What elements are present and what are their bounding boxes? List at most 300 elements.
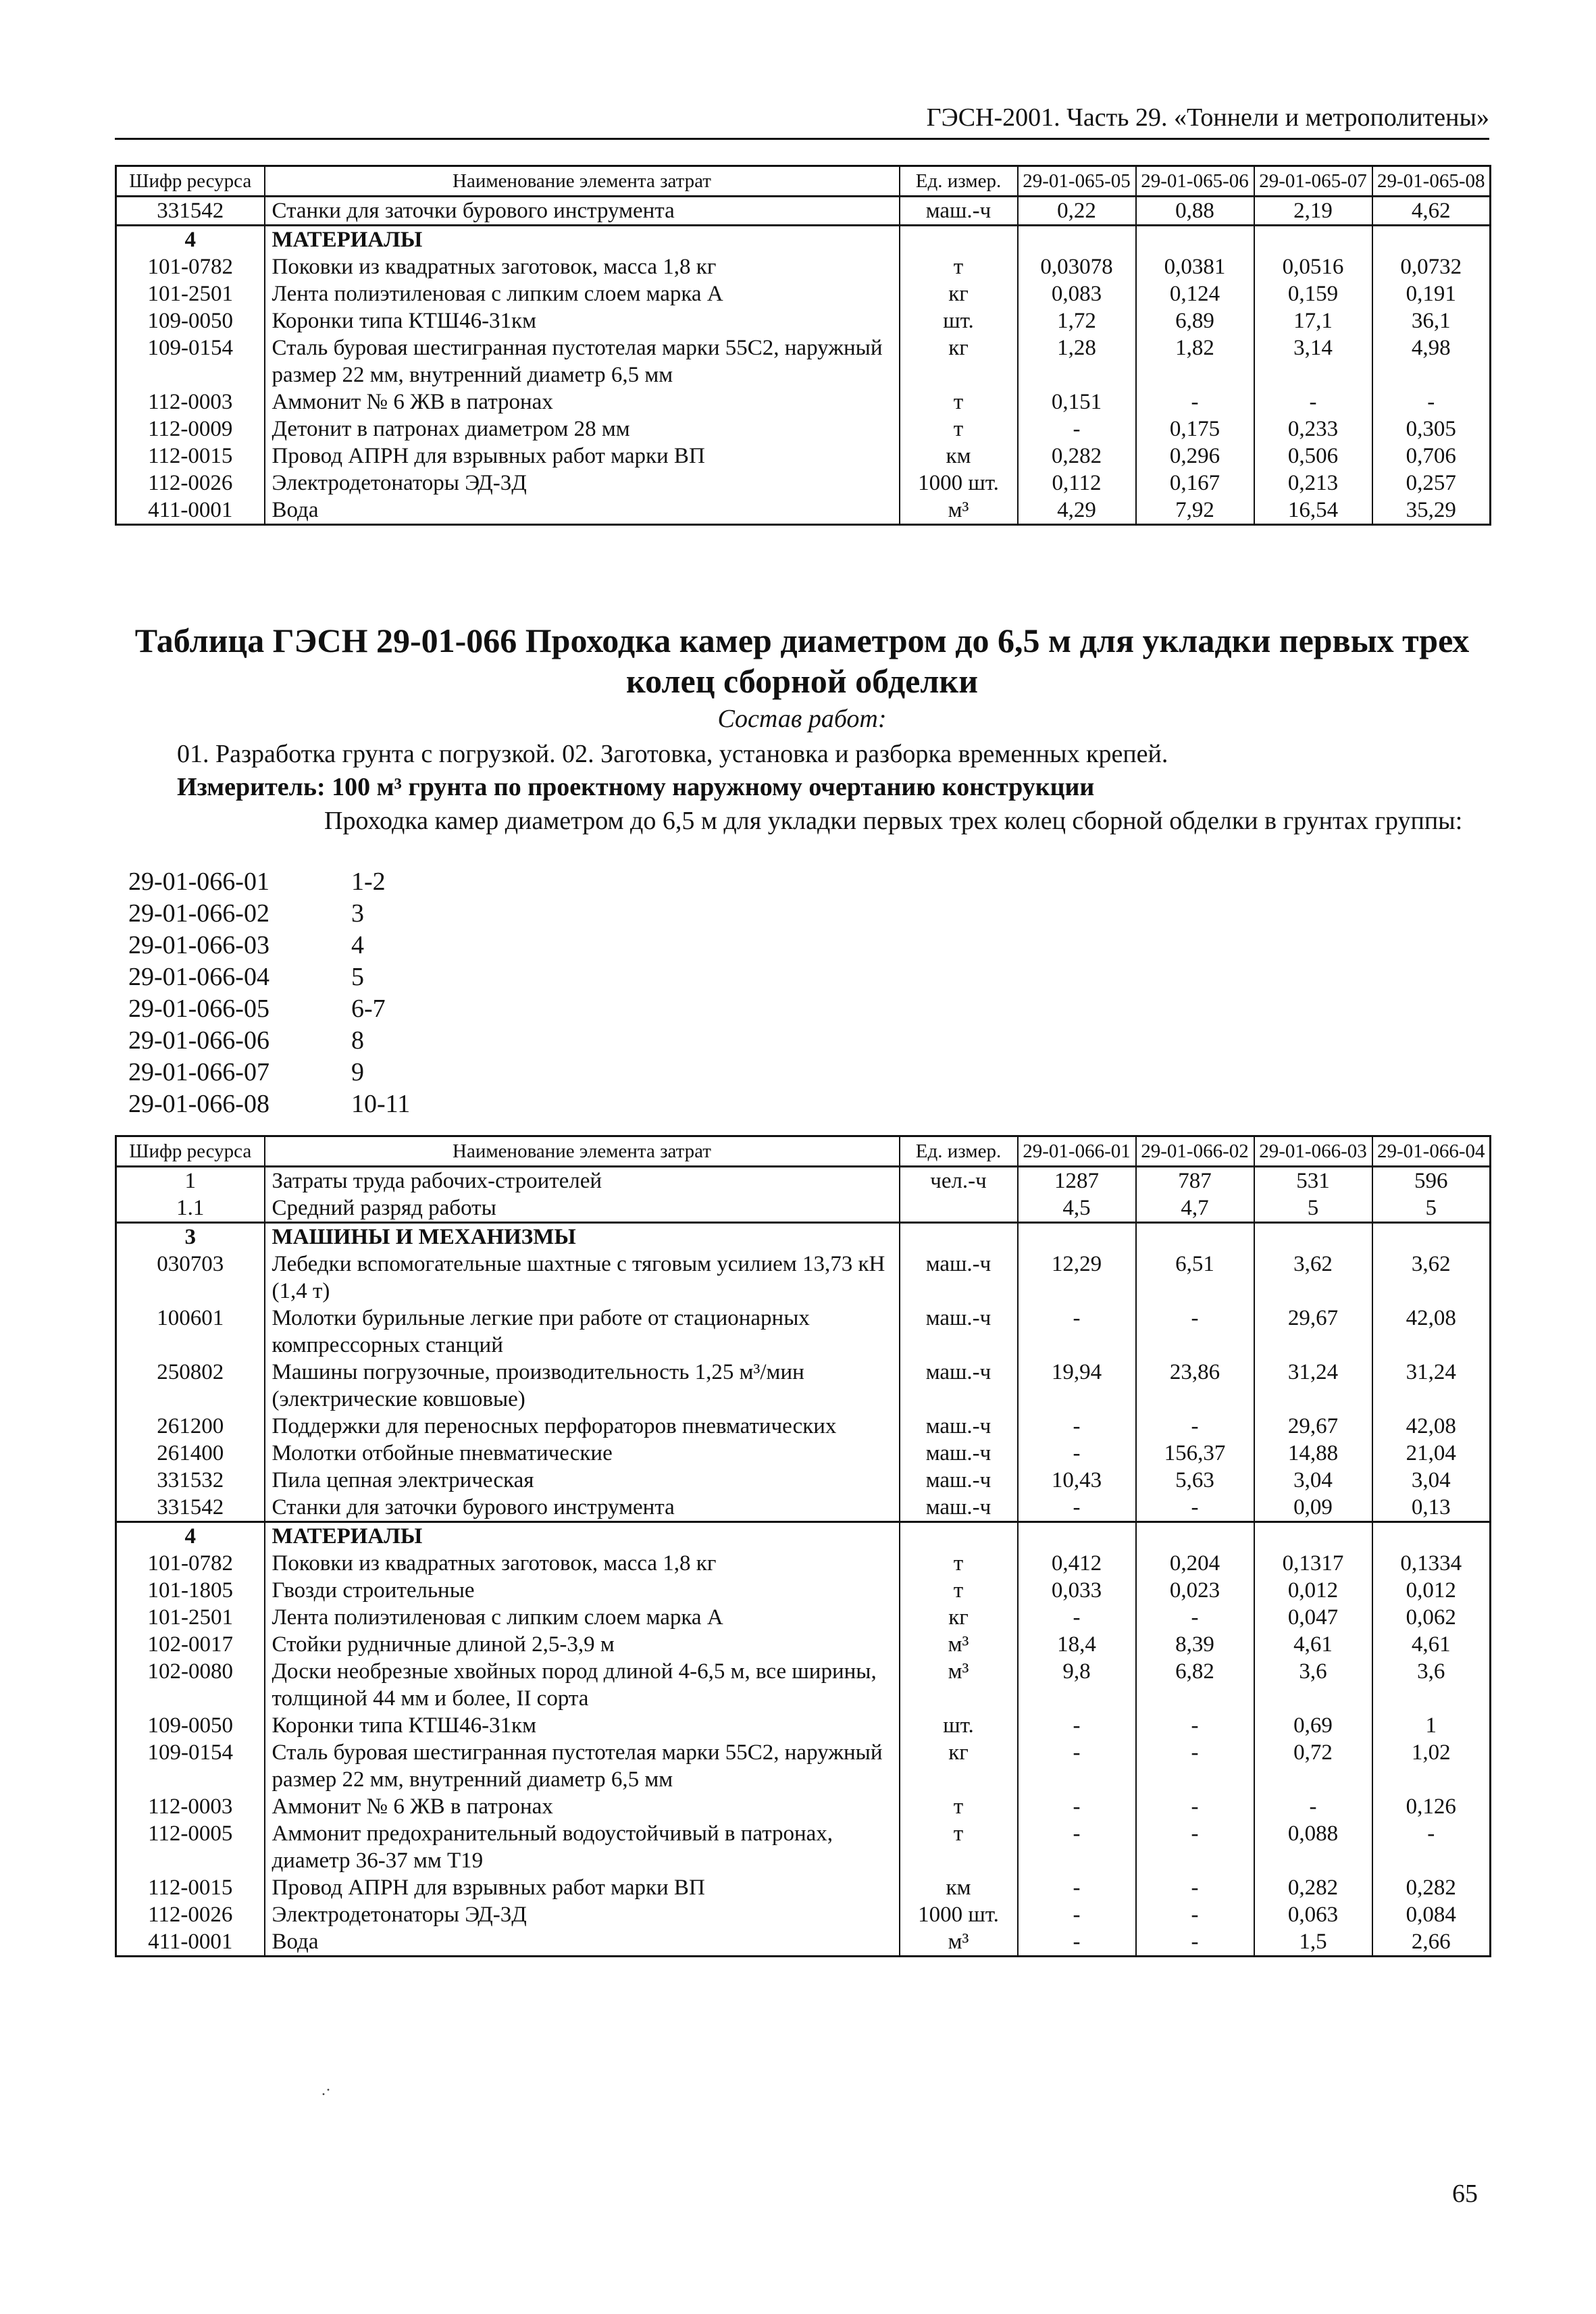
value-cell: - [1136,1413,1254,1440]
resource-name: Коронки типа КТШ46-31км [265,307,900,334]
code-group-row [128,1025,410,1057]
unit-cell: т [900,1550,1018,1577]
value-cell [1018,1223,1136,1251]
value-cell: - [1018,1440,1136,1467]
resource-name: МАТЕРИАЛЫ [265,1522,900,1551]
resource-name: Аммонит предохранительный водоустойчивый в патронах, диаметр 36-37 мм Т19 [265,1820,900,1874]
unit-cell: маш.-ч [900,1440,1018,1467]
resource-code: 030703 [116,1251,265,1305]
unit-cell: т [900,388,1018,416]
resource-code: 112-0015 [116,1874,265,1901]
soil-group: 4 [351,931,364,959]
resource-code: 3 [116,1223,265,1251]
value-cell: - [1136,1305,1254,1359]
unit-cell: м³ [900,1928,1018,1957]
resource-name: Молотки отбойные пневматические [265,1440,900,1467]
value-cell: - [1018,1712,1136,1739]
resource-name: Вода [265,1928,900,1957]
code-group-row [128,1088,410,1120]
value-cell: 23,86 [1136,1359,1254,1413]
value-cell [1136,1223,1254,1251]
value-cell: 0,412 [1018,1550,1136,1577]
unit-cell: 1000 шт. [900,1901,1018,1928]
table-row [116,1901,1491,1928]
resource-code: 109-0154 [116,1739,265,1793]
table-row [116,497,1491,525]
value-cell: 31,24 [1372,1359,1491,1413]
header-col-2: 29-01-065-06 [1136,166,1254,197]
value-cell: 9,8 [1018,1658,1136,1712]
value-cell: 0,023 [1136,1577,1254,1604]
unit-cell: т [900,416,1018,443]
value-cell: 0,151 [1018,388,1136,416]
resource-name: Затраты труда рабочих-строителей [265,1167,900,1195]
unit-cell: м³ [900,1631,1018,1658]
value-cell: 4,61 [1254,1631,1372,1658]
section-row [116,1522,1491,1551]
resource-name: Гвозди строительные [265,1577,900,1604]
header-name: Наименование элемента затрат [265,166,900,197]
value-cell: 4,7 [1136,1194,1254,1223]
resource-code: 411-0001 [116,497,265,525]
value-cell: 3,62 [1254,1251,1372,1305]
value-cell: - [1018,1793,1136,1820]
value-cell: - [1254,388,1372,416]
unit-cell [900,1223,1018,1251]
value-cell: 18,4 [1018,1631,1136,1658]
unit-cell: км [900,1874,1018,1901]
value-cell: 0,282 [1372,1874,1491,1901]
unit-cell: шт. [900,307,1018,334]
unit-cell: кг [900,280,1018,307]
composition-label: Состав работ: [717,705,887,733]
table-row [116,1167,1491,1195]
norm-code: 29-01-066-05 [128,995,269,1023]
value-cell: 10,43 [1018,1467,1136,1494]
value-cell: 0,175 [1136,416,1254,443]
value-cell: 8,39 [1136,1631,1254,1658]
table-row [116,1631,1491,1658]
unit-cell: маш.-ч [900,197,1018,226]
unit-cell: маш.-ч [900,1467,1018,1494]
value-cell: 21,04 [1372,1440,1491,1467]
value-cell: 5 [1372,1194,1491,1223]
resource-code: 4 [116,1522,265,1551]
value-cell: 4,98 [1372,334,1491,388]
value-cell: - [1018,1413,1136,1440]
table-row [116,1658,1491,1712]
table-row [116,416,1491,443]
value-cell: - [1018,416,1136,443]
table-row [116,1928,1491,1957]
norm-code: 29-01-066-03 [128,931,269,959]
resource-name: Сталь буровая шестигранная пустотелая марки 55С2, наружный размер 22 мм, внутренний диаметр 6,5 мм [265,1739,900,1793]
value-cell: 0,706 [1372,443,1491,470]
value-cell: - [1372,388,1491,416]
value-cell: 3,6 [1254,1658,1372,1712]
scan-speck: .· [321,2082,331,2099]
value-cell: 0,084 [1372,1901,1491,1928]
unit-cell: т [900,1820,1018,1874]
resource-code: 102-0080 [116,1658,265,1712]
resource-code: 109-0050 [116,307,265,334]
value-cell: 3,62 [1372,1251,1491,1305]
resource-code: 112-0003 [116,1793,265,1820]
resource-code: 261200 [116,1413,265,1440]
resource-name: Сталь буровая шестигранная пустотелая марки 55С2, наружный размер 22 мм, внутренний диаметр 6,5 мм [265,334,900,388]
resource-name: Лебедки вспомогательные шахтные с тяговым усилием 13,73 кН (1,4 т) [265,1251,900,1305]
value-cell: 156,37 [1136,1440,1254,1467]
resource-code: 112-0015 [116,443,265,470]
value-cell [1254,1522,1372,1551]
value-cell: 0,062 [1372,1604,1491,1631]
unit-cell: кг [900,1739,1018,1793]
page-number: 65 [1452,2180,1478,2208]
norm-code: 29-01-066-07 [128,1058,269,1086]
resource-code: 331542 [116,197,265,226]
resource-code: 4 [116,226,265,254]
table-row [116,388,1491,416]
resource-table-066 [115,1135,1491,1957]
value-cell: 6,82 [1136,1658,1254,1712]
value-cell: 0,88 [1136,197,1254,226]
value-cell: 1,5 [1254,1928,1372,1957]
value-cell: 0,124 [1136,280,1254,307]
table-row [116,197,1491,226]
unit-cell: т [900,253,1018,280]
value-cell: 1,72 [1018,307,1136,334]
resource-code: 101-1805 [116,1577,265,1604]
soil-group: 8 [351,1026,364,1055]
code-group-row [128,930,410,961]
value-cell: 0,282 [1018,443,1136,470]
value-cell [1372,1522,1491,1551]
value-cell: 0,088 [1254,1820,1372,1874]
table-row [116,1874,1491,1901]
header-unit: Ед. измер. [900,1136,1018,1167]
resource-name: Доски необрезные хвойных пород длиной 4-6,5 м, все ширины, толщиной 44 мм и более, II сорта [265,1658,900,1712]
resource-code: 112-0026 [116,470,265,497]
header-col-1: 29-01-065-05 [1018,166,1136,197]
resource-code: 411-0001 [116,1928,265,1957]
value-cell: - [1018,1604,1136,1631]
value-cell: 36,1 [1372,307,1491,334]
resource-name: Поковки из квадратных заготовок, масса 1,8 кг [265,1550,900,1577]
resource-code: 101-0782 [116,253,265,280]
resource-name: Аммонит № 6 ЖВ в патронах [265,1793,900,1820]
value-cell: 0,03078 [1018,253,1136,280]
value-cell: 0,09 [1254,1494,1372,1522]
unit-cell [900,1194,1018,1223]
table-row [116,443,1491,470]
resource-name: Машины погрузочные, производительность 1,25 м³/мин (электрические ковшовые) [265,1359,900,1413]
value-cell: 0,159 [1254,280,1372,307]
header-rule [115,138,1489,140]
table-row [116,334,1491,388]
value-cell: 0,282 [1254,1874,1372,1901]
resource-name: Электродетонаторы ЭД-3Д [265,1901,900,1928]
table-row [116,253,1491,280]
resource-code: 1 [116,1167,265,1195]
value-cell: 0,72 [1254,1739,1372,1793]
resource-code: 250802 [116,1359,265,1413]
value-cell: 19,94 [1018,1359,1136,1413]
value-cell: - [1136,1712,1254,1739]
value-cell: 6,89 [1136,307,1254,334]
value-cell: - [1372,1820,1491,1874]
value-cell: 5 [1254,1194,1372,1223]
value-cell: - [1254,1793,1372,1820]
value-cell: - [1018,1928,1136,1957]
value-cell: - [1136,1820,1254,1874]
value-cell: 3,6 [1372,1658,1491,1712]
resource-name: Аммонит № 6 ЖВ в патронах [265,388,900,416]
unit-cell: маш.-ч [900,1494,1018,1522]
header-col-2: 29-01-066-02 [1136,1136,1254,1167]
table-row [116,1359,1491,1413]
resource-name: Средний разряд работы [265,1194,900,1223]
value-cell [1254,226,1372,254]
value-cell: - [1136,1604,1254,1631]
resource-name: Пила цепная электрическая [265,1467,900,1494]
value-cell [1136,226,1254,254]
value-cell: 42,08 [1372,1305,1491,1359]
resource-name: Провод АПРН для взрывных работ марки ВП [265,443,900,470]
table-row [116,1440,1491,1467]
unit-cell: маш.-ч [900,1413,1018,1440]
value-cell: 0,0732 [1372,253,1491,280]
value-cell: - [1018,1494,1136,1522]
value-cell: 42,08 [1372,1413,1491,1440]
value-cell: 2,19 [1254,197,1372,226]
value-cell: - [1136,1901,1254,1928]
value-cell [1018,226,1136,254]
resource-name: Провод АПРН для взрывных работ марки ВП [265,1874,900,1901]
code-group-row [128,993,410,1025]
value-cell: - [1136,1494,1254,1522]
value-cell: 0,112 [1018,470,1136,497]
norm-code: 29-01-066-04 [128,963,269,991]
value-cell: 0,126 [1372,1793,1491,1820]
value-cell: 0,13 [1372,1494,1491,1522]
value-cell: 2,66 [1372,1928,1491,1957]
value-cell: - [1136,1928,1254,1957]
table-row [116,1577,1491,1604]
value-cell: 0,506 [1254,443,1372,470]
value-cell: 1,82 [1136,334,1254,388]
resource-code: 112-0005 [116,1820,265,1874]
resource-name: МАТЕРИАЛЫ [265,226,900,254]
unit-cell: шт. [900,1712,1018,1739]
code-group-row [128,866,410,898]
value-cell: 0,296 [1136,443,1254,470]
norm-code: 29-01-066-01 [128,867,269,896]
value-cell: 1 [1372,1712,1491,1739]
resource-name: Вода [265,497,900,525]
value-cell: 0,012 [1254,1577,1372,1604]
unit-cell: км [900,443,1018,470]
table-row [116,307,1491,334]
resource-code: 102-0017 [116,1631,265,1658]
value-cell: 596 [1372,1167,1491,1195]
value-cell: - [1136,1739,1254,1793]
value-cell: 4,5 [1018,1194,1136,1223]
value-cell [1372,226,1491,254]
meter-line: Измеритель: 100 м³ грунта по проектному наружному очертанию конструкции [177,773,1095,801]
value-cell: 3,04 [1372,1467,1491,1494]
table-row [116,280,1491,307]
value-cell: 0,257 [1372,470,1491,497]
unit-cell: т [900,1577,1018,1604]
table-row [116,1494,1491,1522]
unit-cell: кг [900,1604,1018,1631]
value-cell [1254,1223,1372,1251]
value-cell: 4,62 [1372,197,1491,226]
resource-code: 331542 [116,1494,265,1522]
value-cell: 0,0381 [1136,253,1254,280]
soil-group: 1-2 [351,867,386,896]
section-title: Таблица ГЭСН 29-01-066 Проходка камер диаметром до 6,5 м для укладки первых трех колец сборной обделки [134,622,1470,700]
table-row [116,1604,1491,1631]
value-cell: - [1018,1820,1136,1874]
table-row [116,1305,1491,1359]
table-row [116,1251,1491,1305]
resource-name: Молотки бурильные легкие при работе от стационарных компрессорных станций [265,1305,900,1359]
unit-cell: чел.-ч [900,1167,1018,1195]
header-col-3: 29-01-065-07 [1254,166,1372,197]
value-cell: 17,1 [1254,307,1372,334]
value-cell: - [1018,1901,1136,1928]
unit-cell: м³ [900,497,1018,525]
header-code: Шифр ресурса [116,166,265,197]
table-row [116,1712,1491,1739]
resource-table-065 [115,165,1491,526]
table-row [116,1550,1491,1577]
value-cell: 0,305 [1372,416,1491,443]
value-cell: 0,063 [1254,1901,1372,1928]
value-cell: 1,02 [1372,1739,1491,1793]
resource-name: Поддержки для переносных перфораторов пневматических [265,1413,900,1440]
table-header-row [116,166,1491,197]
value-cell: 0,033 [1018,1577,1136,1604]
table-row [116,1739,1491,1793]
value-cell: 12,29 [1018,1251,1136,1305]
value-cell: 5,63 [1136,1467,1254,1494]
resource-name: МАШИНЫ И МЕХАНИЗМЫ [265,1223,900,1251]
code-group-row [128,961,410,993]
unit-cell [900,1522,1018,1551]
norm-code: 29-01-066-06 [128,1026,269,1055]
unit-cell: 1000 шт. [900,470,1018,497]
resource-code: 109-0154 [116,334,265,388]
running-header: ГЭСН-2001. Часть 29. «Тоннели и метрополитены» [926,103,1489,132]
soil-group: 10-11 [351,1090,411,1118]
unit-cell: кг [900,334,1018,388]
resource-name: Электродетонаторы ЭД-3Д [265,470,900,497]
unit-cell: маш.-ч [900,1251,1018,1305]
value-cell: - [1136,388,1254,416]
section-row [116,1223,1491,1251]
unit-cell [900,226,1018,254]
resource-code: 109-0050 [116,1712,265,1739]
value-cell: 0,69 [1254,1712,1372,1739]
code-group-row [128,1057,410,1088]
resource-name: Детонит в патронах диаметром 28 мм [265,416,900,443]
value-cell: 7,92 [1136,497,1254,525]
value-cell: 0,22 [1018,197,1136,226]
value-cell: 16,54 [1254,497,1372,525]
table-row [116,1467,1491,1494]
header-col-3: 29-01-066-03 [1254,1136,1372,1167]
value-cell: 0,083 [1018,280,1136,307]
value-cell: - [1018,1305,1136,1359]
value-cell: 0,012 [1372,1577,1491,1604]
header-code: Шифр ресурса [116,1136,265,1167]
value-cell: 29,67 [1254,1305,1372,1359]
works-description: 01. Разработка грунта с погрузкой. 02. Заготовка, установка и разборка временных крепей. [177,740,1168,768]
header-unit: Ед. измер. [900,166,1018,197]
value-cell: 0,1334 [1372,1550,1491,1577]
unit-cell: маш.-ч [900,1359,1018,1413]
resource-code: 1.1 [116,1194,265,1223]
value-cell: - [1018,1739,1136,1793]
value-cell [1018,1522,1136,1551]
value-cell: - [1136,1793,1254,1820]
resource-code: 112-0026 [116,1901,265,1928]
soil-group: 6-7 [351,995,386,1023]
section-row [116,226,1491,254]
value-cell: 0,191 [1372,280,1491,307]
norm-code: 29-01-066-08 [128,1090,269,1118]
value-cell: 3,14 [1254,334,1372,388]
table-row [116,1820,1491,1874]
table-row [116,470,1491,497]
resource-name: Станки для заточки бурового инструмента [265,1494,900,1522]
value-cell: 0,047 [1254,1604,1372,1631]
header-col-4: 29-01-065-08 [1372,166,1491,197]
value-cell: 531 [1254,1167,1372,1195]
table-row [116,1413,1491,1440]
value-cell: 0,204 [1136,1550,1254,1577]
resource-name: Лента полиэтиленовая с липким слоем марка А [265,280,900,307]
value-cell: 1,28 [1018,334,1136,388]
soil-group: 5 [351,963,364,991]
value-cell: 6,51 [1136,1251,1254,1305]
value-cell: - [1136,1874,1254,1901]
resource-name: Станки для заточки бурового инструмента [265,197,900,226]
value-cell: - [1018,1874,1136,1901]
table-row [116,1194,1491,1223]
value-cell: 14,88 [1254,1440,1372,1467]
code-group-list [128,866,410,1120]
resource-code: 112-0003 [116,388,265,416]
unit-cell: маш.-ч [900,1305,1018,1359]
value-cell: 31,24 [1254,1359,1372,1413]
norm-code: 29-01-066-02 [128,899,269,928]
resource-name: Поковки из квадратных заготовок, масса 1,8 кг [265,253,900,280]
resource-code: 101-2501 [116,280,265,307]
resource-code: 101-0782 [116,1550,265,1577]
value-cell: 3,04 [1254,1467,1372,1494]
resource-code: 101-2501 [116,1604,265,1631]
resource-code: 112-0009 [116,416,265,443]
resource-code: 100601 [116,1305,265,1359]
value-cell: 1287 [1018,1167,1136,1195]
resource-name: Лента полиэтиленовая с липким слоем марка А [265,1604,900,1631]
value-cell: 4,61 [1372,1631,1491,1658]
code-group-row [128,898,410,930]
value-cell: 0,167 [1136,470,1254,497]
